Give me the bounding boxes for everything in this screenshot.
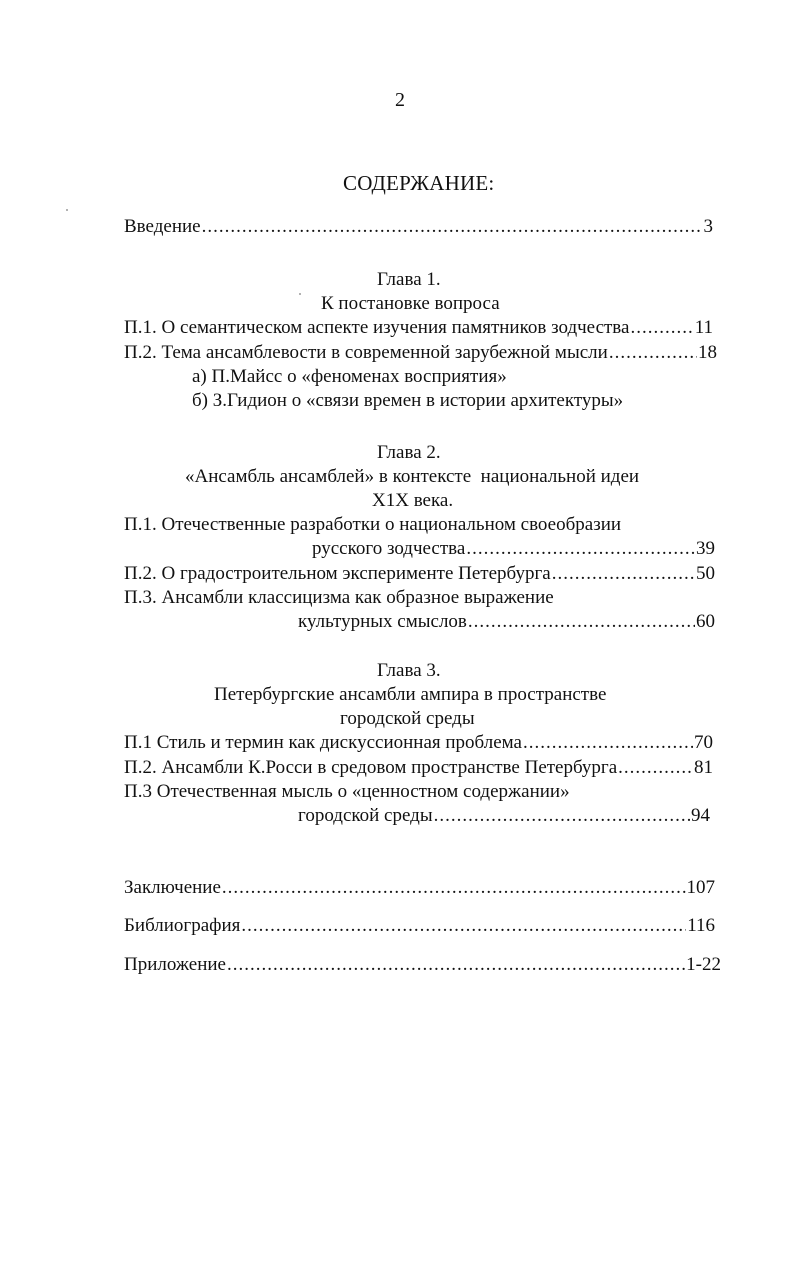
toc-entry-3-2[interactable] [124, 756, 713, 780]
chapter-3-heading: Глава 3. [377, 660, 441, 681]
toc-entry-label: П.3. Ансамбли классицизма как образное выражение [124, 587, 554, 608]
toc-entry-label: русского зодчества [312, 538, 466, 559]
toc-entry-page: 116 [687, 915, 715, 936]
chapter-2-title: «Ансамбль ансамблей» в контексте национальной идеи [185, 466, 640, 487]
toc-entry-page: 94 [691, 805, 710, 826]
toc-entry-3-1[interactable] [124, 731, 713, 755]
toc-subitem: а) П.Майсс о «феноменах восприятия» [192, 366, 507, 387]
leader-dots [630, 316, 693, 340]
leader-dots [222, 876, 686, 900]
toc-entry-appendix[interactable] [124, 953, 721, 977]
toc-entry-label: П.1. Отечественные разработки о национальном своеобразии [124, 514, 622, 535]
page-title: СОДЕРЖАНИЕ: [343, 171, 495, 195]
toc-entry-2-3[interactable] [298, 610, 715, 634]
toc-entry-label: Введение [124, 216, 201, 237]
toc-entry-3-3[interactable] [298, 804, 710, 828]
toc-entry-1-2[interactable] [124, 341, 717, 365]
toc-entry-page: 60 [696, 611, 715, 632]
chapter-3-title-line-2: городской среды [340, 708, 475, 729]
toc-entry-label: П.1. О семантическом аспекте изучения памятников зодчества [124, 317, 630, 338]
leader-dots [434, 804, 690, 828]
chapter-3-title: Петербургские ансамбли ампира в пространстве [214, 684, 607, 705]
toc-entry-label: П.2. О градостроительном эксперименте Петербурга [124, 563, 551, 584]
leader-dots [202, 215, 703, 239]
toc-entry-page: 70 [694, 732, 713, 753]
toc-entry-label: Библиография [124, 915, 241, 936]
scan-speck [66, 209, 68, 211]
toc-entry-label: городской среды [298, 805, 433, 826]
leader-dots [609, 341, 697, 365]
toc-entry-page: 39 [696, 538, 715, 559]
toc-entry-page: 18 [698, 342, 717, 363]
leader-dots [523, 731, 693, 755]
toc-entry-label: П.2. Ансамбли К.Росси в средовом пространстве Петербурга [124, 757, 618, 778]
leader-dots [466, 537, 695, 561]
toc-entry-label: П.3 Отечественная мысль о «ценностном содержании» [124, 781, 570, 802]
toc-entry-page: 11 [694, 317, 713, 338]
chapter-2-title-line-2: Х1Х века. [372, 490, 454, 511]
toc-entry-1-1[interactable] [124, 316, 713, 340]
toc-entry-2-1[interactable] [312, 537, 715, 561]
toc-entry-page: 81 [694, 757, 713, 778]
toc-entry-page: 50 [696, 563, 715, 584]
scan-speck [299, 293, 301, 295]
leader-dots [618, 756, 693, 780]
leader-dots [241, 914, 686, 938]
toc-subitem: б) З.Гидион о «связи времен в истории архитектуры» [192, 390, 624, 411]
chapter-1-heading: Глава 1. [377, 269, 441, 290]
page-number: 2 [395, 89, 405, 111]
leader-dots [227, 953, 685, 977]
leader-dots [468, 610, 695, 634]
toc-entry-conclusion[interactable] [124, 876, 715, 900]
chapter-2-heading: Глава 2. [377, 442, 441, 463]
toc-entry-bibliography[interactable] [124, 914, 715, 938]
toc-entry-label: Заключение [124, 877, 221, 898]
toc-entry-page: 3 [703, 216, 713, 237]
toc-entry-page: 107 [686, 877, 715, 898]
toc-entry-page: 1-22 [686, 954, 721, 975]
toc-entry-label: П.2. Тема ансамблевости в современной зарубежной мысли [124, 342, 608, 363]
toc-entry-introduction[interactable] [124, 215, 713, 239]
toc-entry-label: П.1 Стиль и термин как дискуссионная проблема [124, 732, 522, 753]
toc-entry-label: Приложение [124, 954, 226, 975]
chapter-1-title: К постановке вопроса [321, 293, 500, 314]
toc-entry-label: культурных смыслов [298, 611, 467, 632]
toc-entry-2-2[interactable] [124, 562, 715, 586]
leader-dots [552, 562, 695, 586]
